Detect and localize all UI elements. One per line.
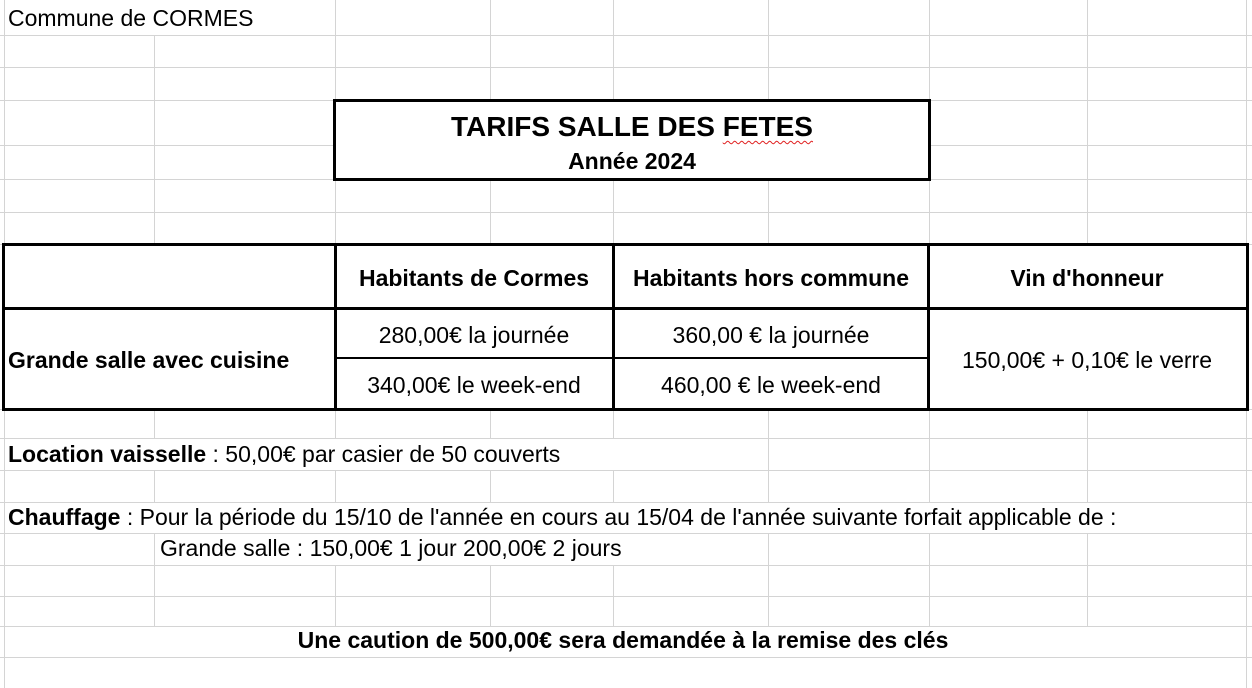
vaisselle-text: : 50,00€ par casier de 50 couverts bbox=[206, 441, 561, 467]
page-subtitle: Année 2024 bbox=[568, 148, 696, 174]
table-col-divider bbox=[927, 243, 930, 411]
chauffage-detail: Grande salle : 150,00€ 1 jour 200,00€ 2 jours bbox=[160, 535, 622, 561]
page-title: TARIFS SALLE DES FETES bbox=[451, 111, 813, 142]
col-header-cormes: Habitants de Cormes bbox=[358, 265, 590, 291]
chauffage-text: : Pour la période du 15/10 de l'année en cours au 15/04 de l'année suivante forfait applicable de : bbox=[120, 504, 1117, 530]
table-col-divider bbox=[334, 243, 337, 411]
cell-hors-weekend: 460,00 € le week-end bbox=[661, 372, 881, 398]
commune-name: Commune de CORMES bbox=[8, 5, 254, 31]
table-row-divider bbox=[335, 357, 929, 359]
row-label-grande-salle: Grande salle avec cuisine bbox=[8, 347, 290, 373]
title-fetes: FETES bbox=[722, 111, 813, 142]
chauffage-line bbox=[8, 506, 1116, 529]
cell-cormes-journee: 280,00€ la journée bbox=[378, 322, 570, 348]
vaisselle-line bbox=[8, 443, 560, 466]
cell-vin-honneur: 150,00€ + 0,10€ le verre bbox=[962, 347, 1212, 373]
vaisselle-label: Location vaisselle bbox=[8, 441, 207, 467]
cell-cormes-weekend: 340,00€ le week-end bbox=[367, 372, 581, 398]
col-header-vin-honneur: Vin d'honneur bbox=[1010, 265, 1164, 291]
table-header-divider bbox=[2, 307, 1249, 310]
caution-notice: Une caution de 500,00€ sera demandée à la remise des clés bbox=[297, 627, 949, 653]
chauffage-label: Chauffage bbox=[8, 504, 121, 530]
table-col-divider bbox=[612, 243, 615, 411]
col-header-hors-commune: Habitants hors commune bbox=[632, 265, 910, 291]
cell-hors-journee: 360,00 € la journée bbox=[672, 322, 870, 348]
